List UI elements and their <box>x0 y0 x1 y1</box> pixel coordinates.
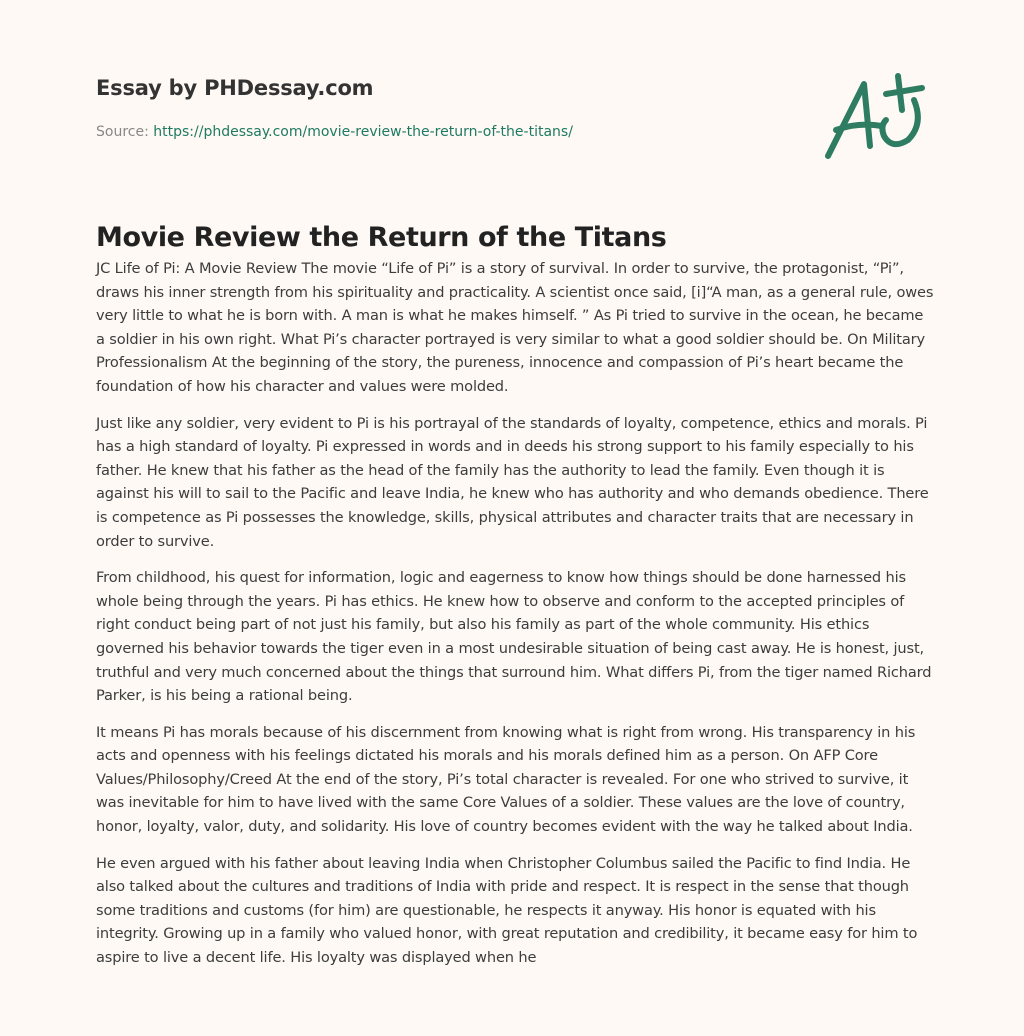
page-header <box>0 0 1024 190</box>
paragraph: JC Life of Pi: A Movie Review The movie “Life of Pi” is a story of survival. In order to survive, the protagonist, “Pi”, draws his inner strength from his spirituality and practicality. A scientist once said, [i]“A man, as a general rule, owes very little to what he is born with. A man is what he makes himself. ” As Pi tried to survive in the ocean, he became a soldier in his own right. What Pi’s character portrayed is very similar to what a good soldier should be. On Military Professionalism At the beginning of the story, the pureness, innocence and compassion of Pi’s heart became the foundation of how his character and values were molded. <box>96 260 934 395</box>
paragraph: It means Pi has morals because of his discernment from knowing what is right from wrong. His transparency in his acts and openness with his feelings dictated his morals and his morals defined him as a person. On AFP Core Values/Philosophy/Creed At the end of the story, Pi’s total character is revealed. For one who strived to survive, it was inevitable for him to have lived with the same Core Values of a soldier. These values are the love of country, honor, loyalty, valor, duty, and solidarity. His love of country becomes evident with the way he talked about India. <box>96 723 916 836</box>
article-body <box>96 257 936 983</box>
source-link[interactable]: https://phdessay.com/movie-review-the-return-of-the-titans/ <box>153 124 573 140</box>
article-title: Movie Review the Return of the Titans <box>96 222 667 253</box>
paragraph: He even argued with his father about leaving India when Christopher Columbus sailed the Pacific to find India. He also talked about the cultures and traditions of India with pride and respect. It is respect in the sense that though some traditions and customs (for him) are questionable, he respects it anyway. His honor is equated with his integrity. Growing up in a family who valued honor, with great reputation and credibility, it became easy for him to aspire to live a decent life. His loyalty was displayed when he <box>96 854 918 967</box>
source-label: Source: <box>96 124 149 140</box>
paragraph: From childhood, his quest for information, logic and eagerness to know how things should be done harnessed his whole being through the years. Pi has ethics. He knew how to observe and conform to the accepted principles of right conduct being part of not just his family, but also his family as part of the whole community. His ethics governed his behavior towards the tiger even in a most undesirable situation of being cast away. He is honest, just, truthful and very much concerned about the things that surround him. What differs Pi, from the tiger named Richard Parker, is his being a rational being. <box>96 569 932 705</box>
paragraph: Just like any soldier, very evident to Pi is his portrayal of the standards of loyalty, competence, ethics and morals. Pi has a high standard of loyalty. Pi expressed in words and in deeds his strong support to his family especially to his father. He knew that his father as the head of the family has the authority to lead the family. Even though it is against his will to sail to the Pacific and leave India, he knew who has authority and who demands obedience. There is competence as Pi possesses the knowledge, skills, physical attributes and character traits that are necessary in order to survive. <box>96 414 929 550</box>
a-plus-logo-icon <box>818 64 934 168</box>
site-title: Essay by PHDessay.com <box>96 76 374 100</box>
source-line <box>96 124 573 140</box>
